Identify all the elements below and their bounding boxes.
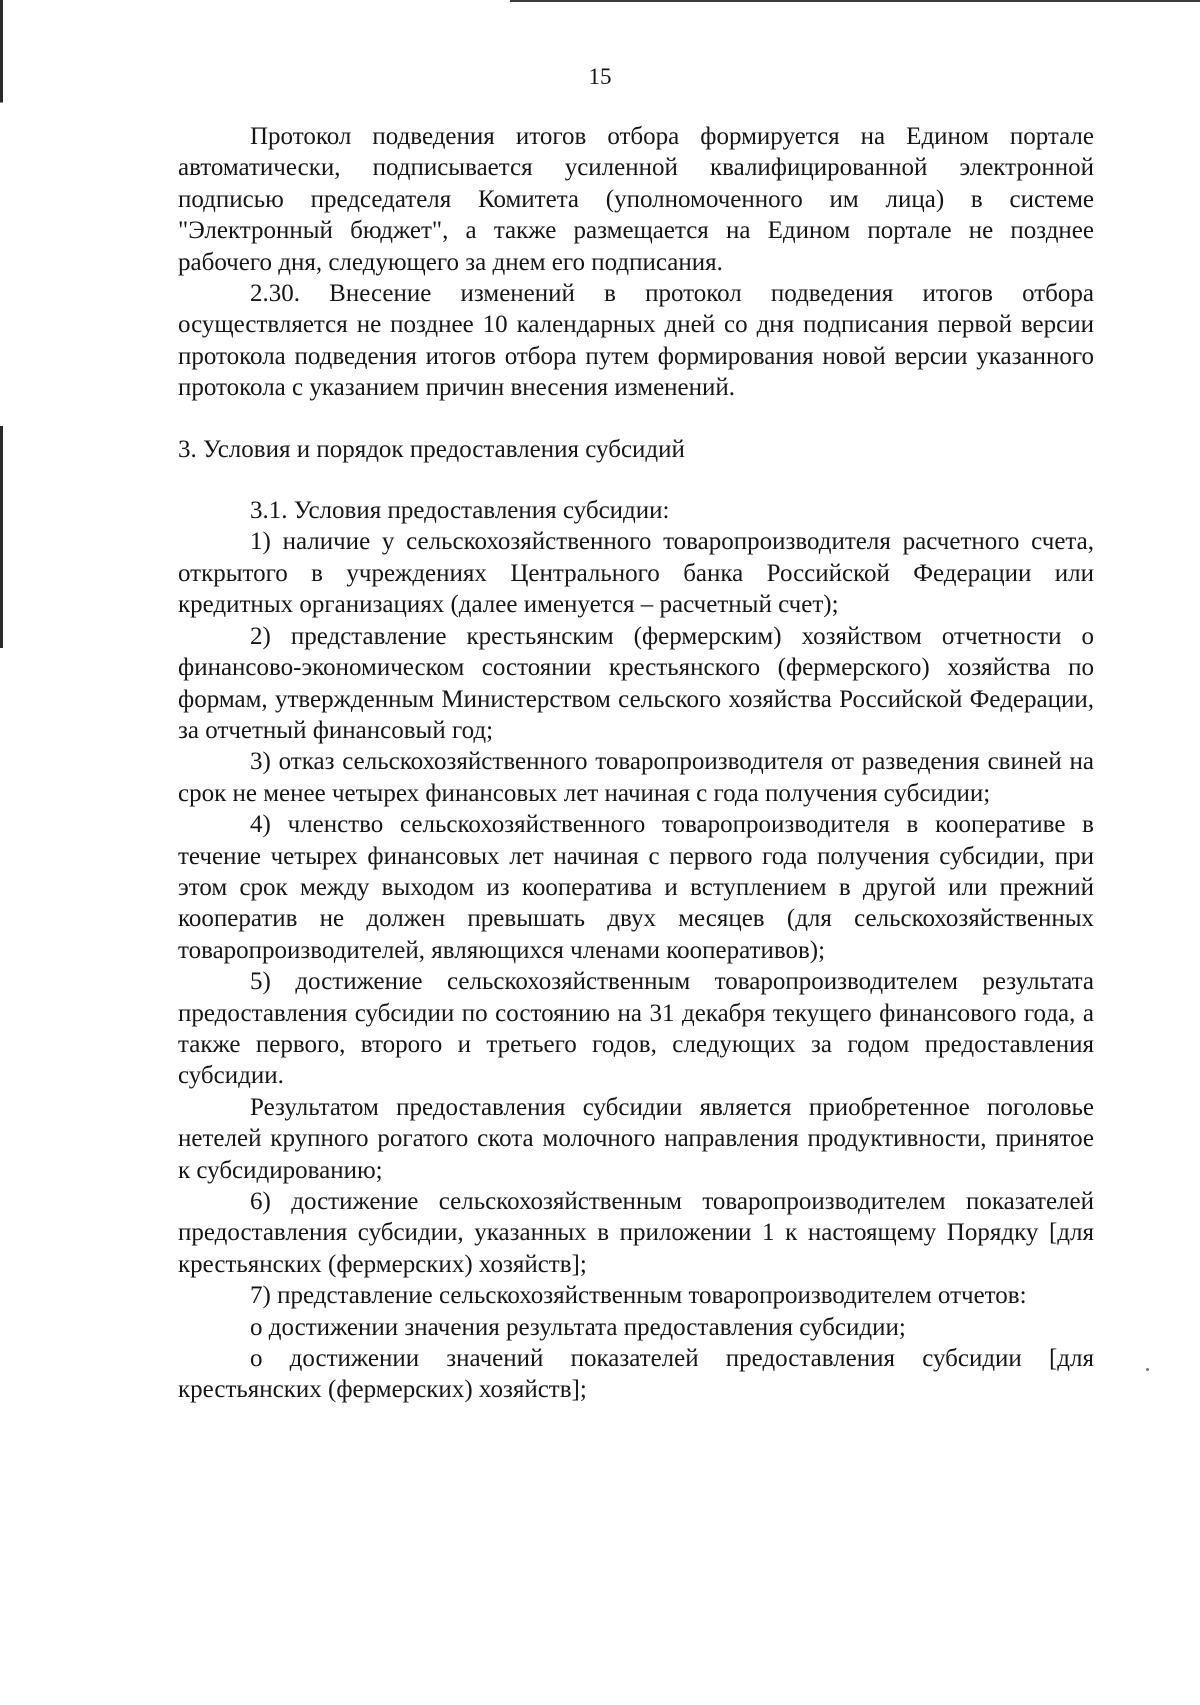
document-body xyxy=(178,121,1094,1406)
scan-edge-left xyxy=(0,0,3,1705)
page-number: 15 xyxy=(588,64,612,89)
report-item-indicators: о достижении значений показателей предоставления субсидии [для крестьянских (фермерских) хозяйств]; xyxy=(178,1345,1094,1404)
paragraph-2-30: 2.30. Внесение изменений в протокол подведения итогов отбора осуществляется не позднее 10 календарных дней со дня подписания первой версии протокола подведения итогов отбора путем формирования новой версии указанного протокола с указанием причин внесения изменений. xyxy=(178,280,1094,402)
list-item-1: 1) наличие у сельскохозяйственного товаропроизводителя расчетного счета, открытого в учреждениях Центрального банка Российской Федерации или кредитных организациях (далее именуется – расчетный счет); xyxy=(178,528,1094,619)
list-item-6: 6) достижение сельскохозяйственным товаропроизводителем показателей предоставления субсидии, указанных в приложении 1 к настоящему Порядку [для крестьянских (фермерских) хозяйств]; xyxy=(178,1188,1094,1278)
list-item-7: 7) представление сельскохозяйственным товаропроизводителем отчетов: xyxy=(250,1282,1027,1310)
paragraph-protocol-portal: Протокол подведения итогов отбора формируется на Едином портале автоматически, подписывается усиленной квалифицированной электронной подписью председателя Комитета (уполномоченного им лица) в системе "Электронный бюджет", а также размещается на Едином портале не позднее рабочего дня, следующего за днем его подписания. xyxy=(178,123,1094,276)
scan-edge-top xyxy=(510,0,1200,2)
list-item-4: 4) членство сельскохозяйственного товаропроизводителя в кооперативе в течение четырех финансовых лет начиная с первого года получения субсидии, при этом срок между выходом из кооператива и вступлением в другой или прежний кооператив не должен превышать двух месяцев (для сельскохозяйственных товаропроизводителей, являющихся членами кооперативов); xyxy=(178,811,1094,964)
list-item-2: 2) представление крестьянским (фермерским) хозяйством отчетности о финансово-экономическом состоянии крестьянского (фермерского) хозяйства по формам, утвержденным Министерством сельского хозяйства Российской Федерации, за отчетный финансовый год; xyxy=(178,622,1094,744)
scan-speck xyxy=(1146,1368,1149,1371)
paragraph-result: Результатом предоставления субсидии является приобретенное поголовье нетелей крупного рогатого скота молочного направления продуктивности, принятое к субсидированию; xyxy=(178,1093,1094,1184)
paragraph-3-1: 3.1. Условия предоставления субсидии: xyxy=(250,497,670,525)
list-item-3: 3) отказ сельскохозяйственного товаропроизводителя от разведения свиней на срок не менее четырех финансовых лет начиная с года получения субсидии; xyxy=(178,748,1094,807)
list-item-5: 5) достижение сельскохозяйственным товаропроизводителем результата предоставления субсидии по состоянию на 31 декабря текущего финансового года, а также первого, второго и третьего годов, следующих за годом предоставления субсидии. xyxy=(178,968,1094,1090)
section-heading-3: 3. Условия и порядок предоставления субсидий xyxy=(178,435,685,463)
report-item-result: о достижении значения результата предоставления субсидии; xyxy=(250,1313,906,1341)
